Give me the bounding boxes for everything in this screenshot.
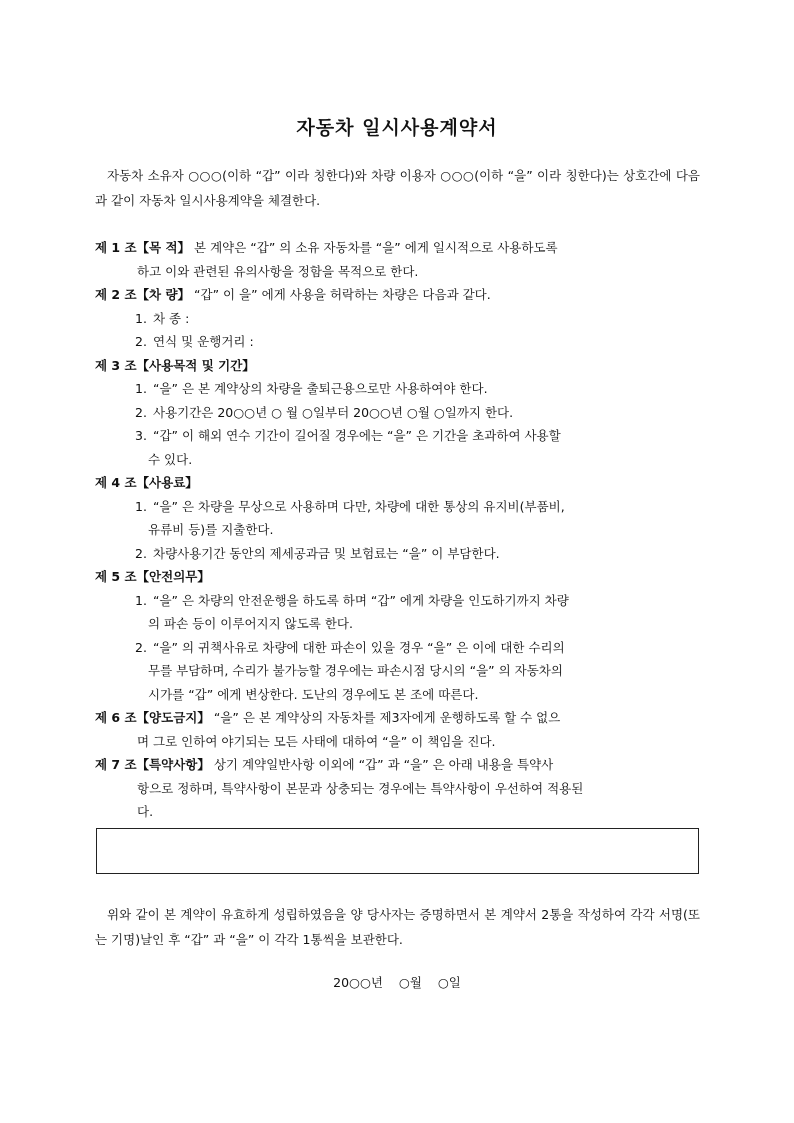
item-text-cont: 수 있다. (148, 451, 193, 467)
article-text: 본 계약은 “갑” 의 소유 자동차를 “을” 에게 일시적으로 사용하도록 (194, 240, 558, 255)
item-number: 3. (135, 428, 147, 443)
date-year: 20○○년 (333, 975, 383, 990)
article-text: “을” 은 본 계약상의 자동차를 제3자에게 운행하도록 할 수 없으 (213, 710, 561, 725)
item-text: 차량사용기간 동안의 제세공과금 및 보험료는 “을” 이 부담한다. (153, 545, 500, 561)
item-text-cont: 시가를 “갑” 에게 변상한다. 도난의 경우에도 본 조에 따른다. (148, 686, 479, 702)
contract-date (0, 973, 794, 991)
article-heading: 제 3 조【사용목적 및 기간】 (95, 357, 255, 373)
list-item (95, 495, 700, 519)
special-terms-box (96, 828, 699, 874)
list-item (95, 542, 700, 566)
intro-paragraph: 자동차 소유자 ○○○(이하 “갑” 이라 칭한다)와 차량 이용자 ○○○(이하 “을” 이라 칭한다)는 상호간에 다음과 같이 자동차 일시사용계약을 체결한다. (95, 168, 700, 208)
item-number: 2. (135, 334, 147, 349)
article-heading: 제 1 조【목 적】 (95, 240, 191, 255)
item-text-cont: 무를 부담하며, 수리가 불가능할 경우에는 파손시점 당시의 “을” 의 자동차의 (148, 663, 563, 678)
article-heading: 제 2 조【차 량】 (95, 287, 191, 302)
document-title: 자동차 일시사용계약서 (296, 117, 498, 139)
item-text: 연식 및 운행거리 : (153, 334, 254, 349)
article-text-cont: 항으로 정하며, 특약사항이 본문과 상충되는 경우에는 특약사항이 우선하여 적용된 (137, 780, 584, 796)
list-item (95, 401, 700, 425)
article-1 (95, 236, 700, 283)
article-6 (95, 706, 700, 753)
article-text: “갑” 이 을” 에게 사용을 허락하는 차량은 다음과 같다. (194, 287, 491, 302)
item-text: 사용기간은 20○○년 ○ 월 ○일부터 20○○년 ○월 ○일까지 한다. (153, 404, 514, 420)
list-item (95, 589, 700, 613)
article-heading: 제 4 조【사용료】 (95, 475, 198, 490)
article-heading: 제 5 조【안전의무】 (95, 569, 210, 584)
article-heading: 제 7 조【특약사항】 (95, 757, 210, 772)
article-text: 상기 계약일반사항 이외에 “갑” 과 “을” 은 아래 내용을 특약사 (213, 757, 554, 772)
article-text-cont: 하고 이와 관련된 유의사항을 정함을 목적으로 한다. (137, 263, 419, 279)
date-day: ○일 (437, 975, 461, 990)
list-item (95, 636, 700, 660)
item-number: 2. (135, 404, 147, 420)
article-text-cont: 며 그로 인하여 야기되는 모든 사태에 대하여 “을” 이 책임을 진다. (137, 733, 496, 749)
item-number: 2. (135, 639, 147, 655)
item-text: “을” 은 본 계약상의 차량을 출퇴근용으로만 사용하여야 한다. (153, 381, 488, 396)
article-2 (95, 283, 700, 354)
item-text-cont: 의 파손 등이 이루어지지 않도록 한다. (148, 616, 353, 631)
item-text: “을” 의 귀책사유로 차량에 대한 파손이 있을 경우 “을” 은 이에 대한 수리의 (153, 639, 565, 655)
closing-paragraph: 위와 같이 본 계약이 유효하게 성립하였음을 양 당사자는 증명하면서 본 계약서 2통을 작성하여 각각 서명(또는 기명)날인 후 “갑” 과 “을” 이 각각 1통씩을 보관한다. (95, 907, 700, 947)
list-item (95, 424, 700, 448)
article-7 (95, 753, 700, 824)
date-month: ○월 (398, 975, 422, 990)
item-text: “을” 은 차량을 무상으로 사용하며 다만, 차량에 대한 통상의 유지비(부품비, (153, 498, 565, 514)
article-text-cont: 다. (137, 804, 154, 819)
item-text: “갑” 이 해외 연수 기간이 길어질 경우에는 “을” 은 기간을 초과하여 사용할 (153, 428, 561, 443)
item-number: 1. (135, 381, 147, 396)
item-text: “을” 은 차량의 안전운행을 하도록 하며 “갑” 에게 차량을 인도하기까지 차량 (153, 592, 569, 608)
article-heading: 제 6 조【양도금지】 (95, 710, 210, 725)
list-item (95, 330, 700, 354)
item-number: 2. (135, 545, 147, 561)
item-number: 1. (135, 310, 147, 326)
item-text-cont: 유류비 등)를 지출한다. (148, 522, 274, 537)
item-number: 1. (135, 592, 147, 608)
item-text: 차 종 : (153, 310, 190, 326)
item-number: 1. (135, 498, 147, 514)
article-5 (95, 565, 700, 706)
article-4 (95, 471, 700, 565)
list-item (95, 307, 700, 331)
list-item (95, 377, 700, 401)
article-3 (95, 354, 700, 472)
articles-section (95, 236, 700, 824)
